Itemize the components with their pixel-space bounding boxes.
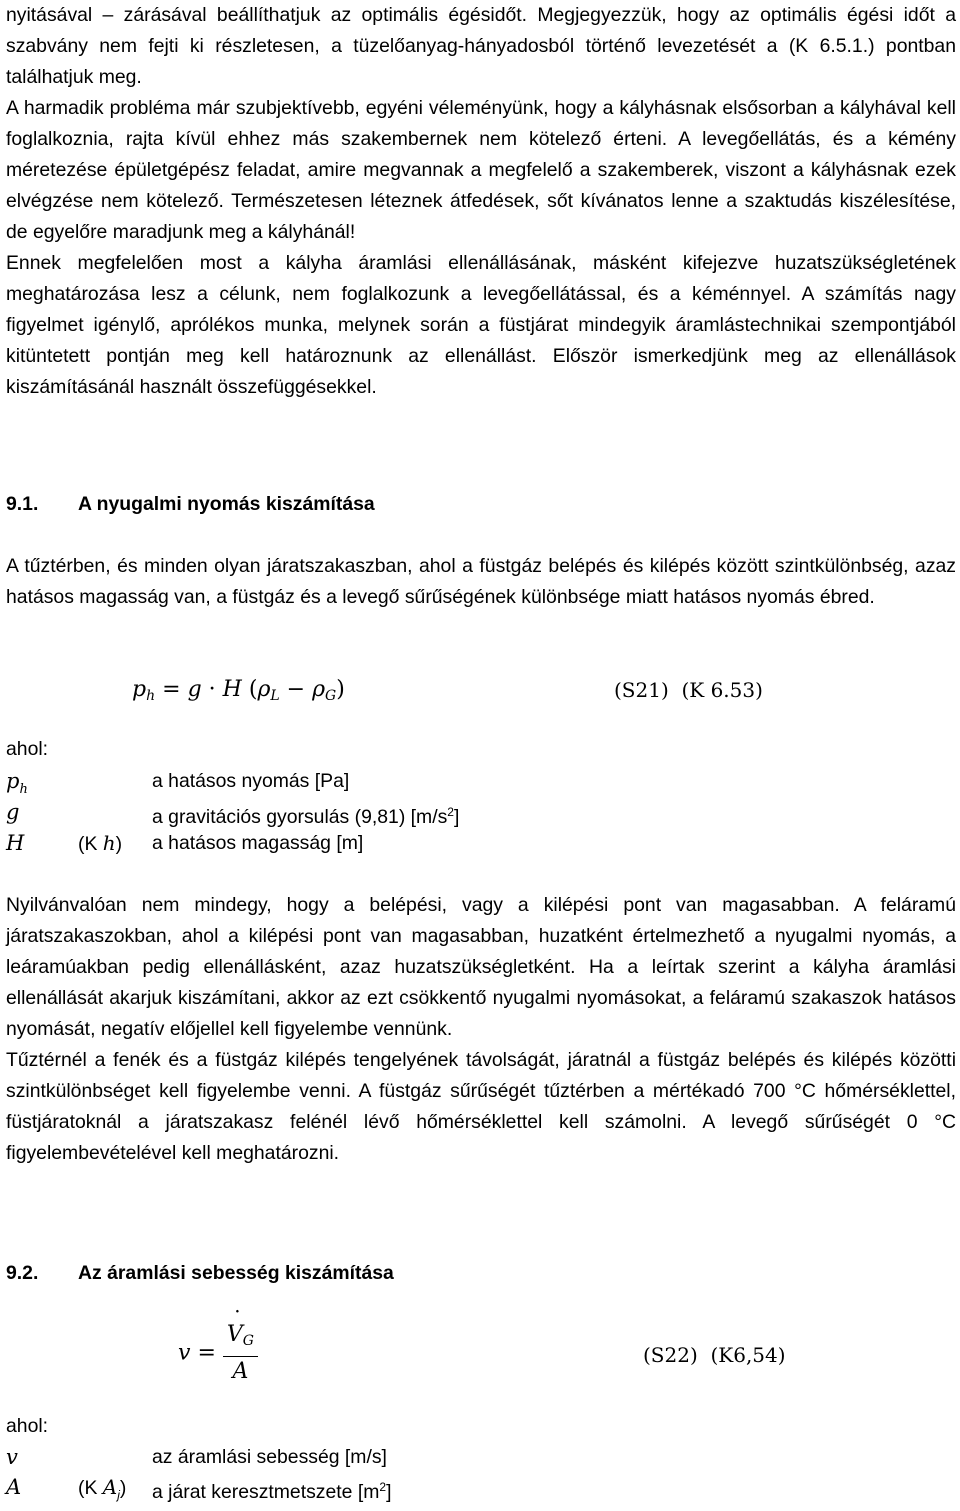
section-number: 9.1. [6, 493, 39, 515]
equation-s22: v = $\frac{V ˙_G}{A}$ [178, 1320, 258, 1387]
section-heading-9-1 [6, 489, 375, 520]
equation-s21: $p_h = g \cdot H$ $(\rho_L - \rho_G)$ [132, 677, 345, 704]
intro-block [6, 0, 956, 403]
paragraph-intro-3: Ennek megfelelően most a kályha áramlási ellenállásának, másként kifejezve huzatszükségletének meghatározása lesz a célunk, nem foglalkozunk a levegőellátással, és a kéménnyel. A számítás nagy figyelmet igénylő, aprólékos munka, melynek során a füstjárat mindegyik áramlástechnikai szempontjából kitüntetett pontján meg kell határoznunk az ellenállást. Először ismerkedjünk meg az ellenállások kiszámításánál használt összefüggésekkel. [6, 252, 956, 398]
ahol-label-2: ahol: [6, 1415, 49, 1437]
section-title: A nyugalmi nyomás kiszámítása [78, 493, 375, 515]
section-1-intro [6, 551, 956, 613]
equation-number-s22: (S22) (K6,54) [643, 1343, 786, 1367]
paragraph-section1-1: A tűztérben, és minden olyan járatszakaszban, ahol a füstgáz belépés és kilépés között szintkülönbség, azaz hatásos magasság van, a füstgáz és a levegő sűrűségének különbsége miatt hatásos nyomás ébred. [6, 555, 956, 608]
paragraph-intro-2: A harmadik probléma már szubjektívebb, egyéni véleményünk, hogy a kályhásnak elsősorban a kályhával kell foglalkoznia, rajta kívül ehhez más szakembernek nem kötelező érteni. A levegőellátás, és a kémény méretezése épületgépész feladat, amire megvannak a megfelelő a szakemberek, viszont a kályhásnak ezek elvégzése nem kötelező. Természetesen léteznek átfedések, sőt kívánatos lenne a szaktudás kiszélesítése, de egyelőre maradjunk meg a kályhánál! [6, 97, 956, 243]
ahol-label-1: ahol: [6, 738, 49, 760]
fraction: $\frac{V ˙_G}{A}$ [223, 1320, 258, 1387]
section-title: Az áramlási sebesség kiszámítása [78, 1262, 394, 1284]
section-1-body [6, 890, 956, 1169]
section-heading-9-2 [6, 1258, 394, 1289]
paragraph-section1-2: Nyilvánvalóan nem mindegy, hogy a belépési, vagy a kilépési pont van magasabban. A feláramú járatszakaszokban, ahol a kilépési pont van magasabban, huzatként értelmezhető a nyugalmi nyomás, a leáramúakban pedig ellenállásként, azaz huzatszükségletként. Ha a leírtak szerint a kályha áramlási ellenállását akarjuk kiszámítani, akkor az ezt csökkentő nyugalmi nyomásokat, a feláramú szakaszok hatásos nyomását, negatív előjellel kell figyelembe vennünk. [6, 894, 956, 1040]
section-number: 9.2. [6, 1262, 39, 1284]
paragraph-intro-1: nyitásával – zárásával beállíthatjuk az optimális égésidőt. Megjegyezzük, hogy az optimális égési időt a szabvány nem fejti ki részletesen, a tüzelőanyag-hányadosból történő levezetését a (K 6.5.1.) pontban találhatjuk meg. [6, 4, 956, 88]
paragraph-section1-3: Tűztérnél a fenék és a füstgáz kilépés tengelyének távolságát, járatnál a füstgáz belépés és kilépés közötti szintkülönbséget kell figyelembe venni. A füstgáz sűrűségét tűztérben a mértékadó 700 °C hőmérséklettel, füstjáratoknál a járatszakasz felénél lévő hőmérséklettel kell számolni. A levegő sűrűségét 0 °C figyelembevételével kell meghatározni. [6, 1049, 956, 1164]
equation-number-s21: (S21) (K 6.53) [614, 678, 763, 702]
